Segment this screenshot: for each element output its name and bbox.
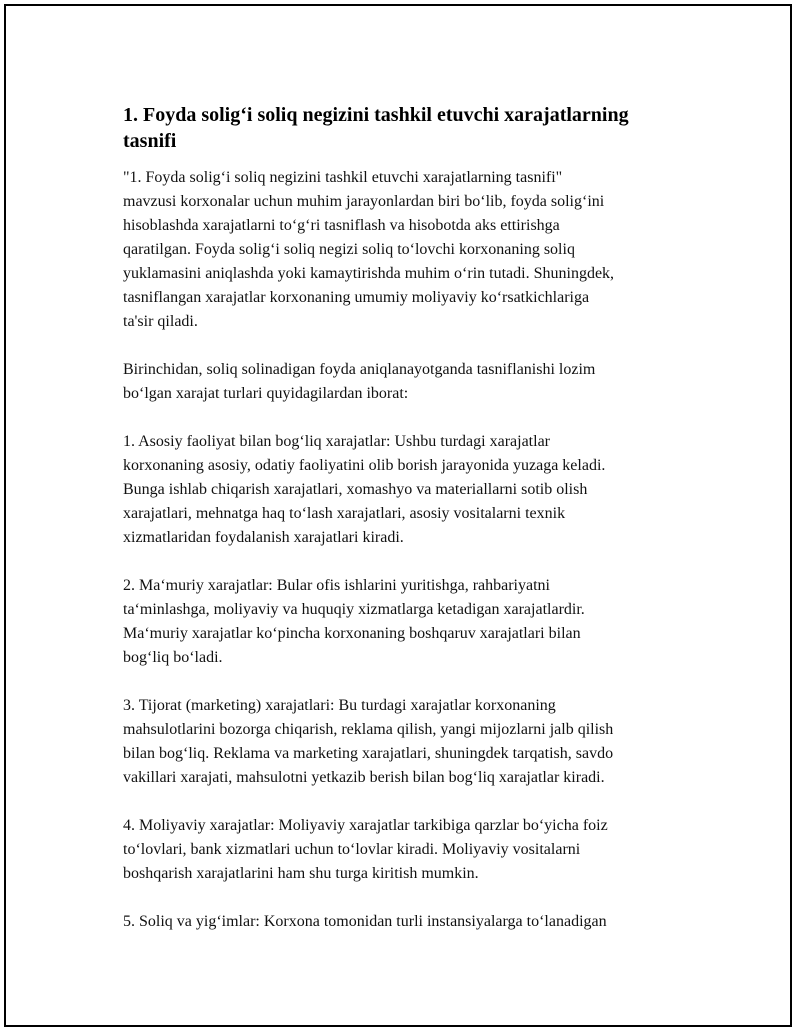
- paragraph-item-2: [123, 574, 693, 670]
- paragraph-line: hisoblashda xarajatlarni to‘g‘ri tasniflash va hisobotda aks ettirishga: [123, 217, 560, 234]
- paragraph-line: vakillari xarajati, mahsulotni yetkazib berish bilan bog‘liq xarajatlar kiradi.: [123, 769, 605, 786]
- paragraph-item-1: [123, 430, 693, 550]
- paragraph-line: "1. Foyda solig‘i soliq negizini tashkil etuvchi xarajatlarning tasnifi": [123, 169, 563, 186]
- paragraph-line: 2. Ma‘muriy xarajatlar: Bular ofis ishlarini yuritishga, rahbariyatni: [123, 577, 550, 594]
- paragraph-line: yuklamasini aniqlashda yoki kamaytirishda muhim o‘rin tutadi. Shuningdek,: [123, 265, 615, 282]
- paragraph-line: Bunga ishlab chiqarish xarajatlari, xomashyo va materiallarni sotib olish: [123, 481, 588, 498]
- paragraph-line: Birinchidan, soliq solinadigan foyda aniqlanayotganda tasniflanishi lozim: [123, 361, 596, 378]
- heading-line: 1. Foyda solig‘i soliq negizini tashkil etuvchi xarajatlarning: [123, 104, 629, 126]
- heading-line: tasnifi: [123, 130, 177, 152]
- paragraph-line: xizmatlaridan foydalanish xarajatlari kiradi.: [123, 529, 404, 546]
- document-heading: [123, 102, 693, 154]
- paragraph-line: korxonaning asosiy, odatiy faoliyatini olib borish jarayonida yuzaga keladi.: [123, 457, 606, 474]
- paragraph-first: [123, 358, 693, 406]
- paragraph-line: 5. Soliq va yig‘imlar: Korxona tomonidan turli instansiyalarga to‘lanadigan: [123, 913, 607, 930]
- paragraph-line: boshqarish xarajatlarini ham shu turga kiritish mumkin.: [123, 865, 479, 882]
- document-body: [123, 102, 693, 958]
- paragraph-line: 1. Asosiy faoliyat bilan bog‘liq xarajatlar: Ushbu turdagi xarajatlar: [123, 433, 550, 450]
- paragraph-line: bog‘liq bo‘ladi.: [123, 649, 223, 666]
- paragraph-line: 4. Moliyaviy xarajatlar: Moliyaviy xarajatlar tarkibiga qarzlar bo‘yicha foiz: [123, 817, 608, 834]
- paragraph-line: to‘lovlari, bank xizmatlari uchun to‘lovlar kiradi. Moliyaviy vositalarni: [123, 841, 581, 858]
- paragraph-line: tasniflangan xarajatlar korxonaning umumiy moliyaviy ko‘rsatkichlariga: [123, 289, 590, 306]
- page-frame: [4, 4, 792, 1027]
- paragraph-line: bo‘lgan xarajat turlari quyidagilardan iborat:: [123, 385, 409, 402]
- paragraph-line: ta'sir qiladi.: [123, 313, 198, 330]
- paragraph-line: 3. Tijorat (marketing) xarajatlari: Bu turdagi xarajatlar korxonaning: [123, 697, 556, 714]
- paragraph-item-4: [123, 814, 693, 886]
- paragraph-line: Ma‘muriy xarajatlar ko‘pincha korxonaning boshqaruv xarajatlari bilan: [123, 625, 581, 642]
- paragraph-line: mahsulotlarini bozorga chiqarish, reklama qilish, yangi mijozlarni jalb qilish: [123, 721, 614, 738]
- paragraph-intro: [123, 166, 693, 334]
- paragraph-line: bilan bog‘liq. Reklama va marketing xarajatlari, shuningdek tarqatish, savdo: [123, 745, 614, 762]
- paragraph-item-5: [123, 910, 693, 934]
- paragraph-line: ta‘minlashga, moliyaviy va huquqiy xizmatlarga ketadigan xarajatlardir.: [123, 601, 585, 618]
- paragraph-line: xarajatlari, mehnatga haq to‘lash xarajatlari, asosiy vositalarni texnik: [123, 505, 566, 522]
- paragraph-line: qaratilgan. Foyda solig‘i soliq negizi soliq to‘lovchi korxonaning soliq: [123, 241, 575, 258]
- paragraph-item-3: [123, 694, 693, 790]
- paragraph-line: mavzusi korxonalar uchun muhim jarayonlardan biri bo‘lib, foyda solig‘ini: [123, 193, 605, 210]
